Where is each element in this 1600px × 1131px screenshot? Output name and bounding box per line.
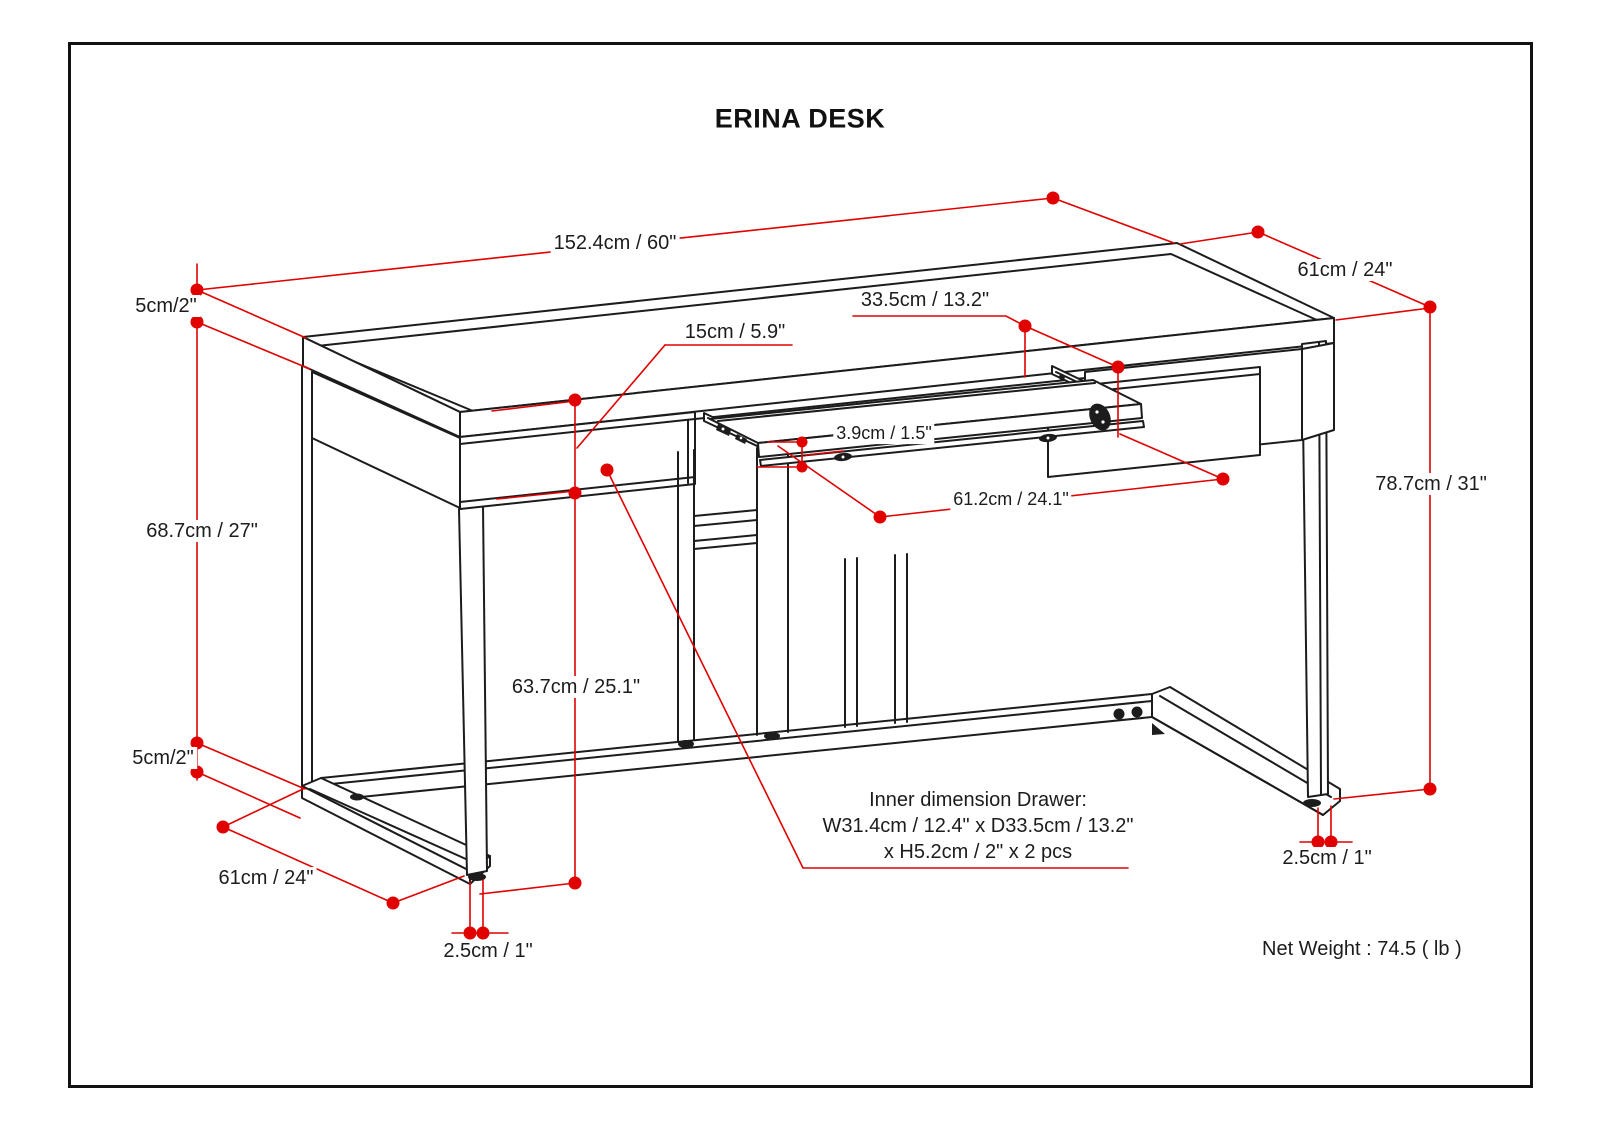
- support-foot-pad: [678, 740, 694, 748]
- dim-label-foot-right: 2.5cm / 1": [1279, 847, 1374, 869]
- stretcher-hole: [1114, 709, 1125, 720]
- dim-label-top-depth: 61cm / 24": [1295, 259, 1396, 281]
- inner-drawer-line1: Inner dimension Drawer:: [869, 789, 1087, 811]
- dim-label-tray-thickness: 3.9cm / 1.5": [833, 424, 934, 444]
- dim-label-top-thickness: 5cm/2": [132, 295, 200, 317]
- inner-drawer-dimensions: [823, 787, 1134, 865]
- dim-label-rail-height: 5cm/2": [129, 747, 197, 769]
- stretcher-hole: [1132, 707, 1143, 718]
- sled-foot-pad: [350, 794, 364, 801]
- dim-label-knee-clearance: 63.7cm / 25.1": [509, 676, 643, 698]
- dim-label-overall-height: 78.7cm / 31": [1372, 473, 1490, 495]
- left-back-leg: [302, 366, 312, 787]
- center-support-frame: [678, 445, 907, 748]
- dim-label-side-clearance: 68.7cm / 27": [143, 520, 261, 542]
- left-front-leg: [459, 506, 487, 881]
- page-title: ERINA DESK: [714, 103, 886, 134]
- floor-stretcher: [321, 694, 1152, 801]
- dim-label-drawer-height: 15cm / 5.9": [682, 321, 788, 343]
- leg-foot-pad: [1303, 799, 1321, 807]
- dim-label-foot-left: 2.5cm / 1": [440, 940, 535, 962]
- inner-drawer-line3: x H5.2cm / 2" x 2 pcs: [883, 841, 1073, 863]
- support-foot-pad: [764, 732, 780, 740]
- dim-label-drawer-depth: 33.5cm / 13.2": [858, 289, 992, 311]
- dim-label-top-length: 152.4cm / 60": [551, 232, 680, 254]
- dim-label-bottom-depth: 61cm / 24": [216, 867, 317, 889]
- net-weight-label: Net Weight : 74.5 ( lb ): [1262, 938, 1462, 960]
- dim-label-tray-width: 61.2cm / 24.1": [950, 490, 1071, 510]
- inner-drawer-line2: W31.4cm / 12.4" x D33.5cm / 13.2": [822, 815, 1134, 837]
